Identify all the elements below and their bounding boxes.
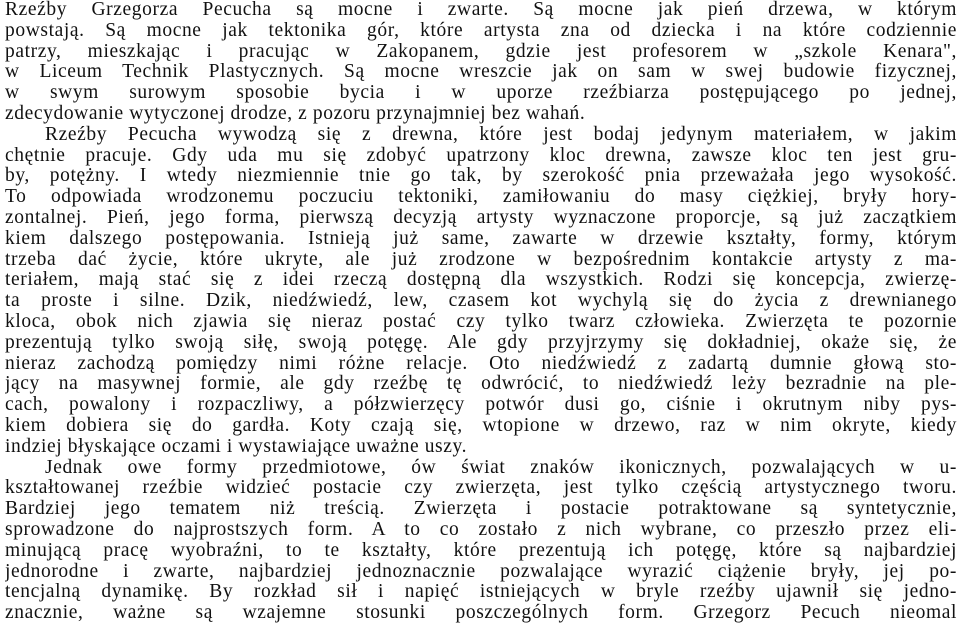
text-line: minującą pracę wyobraźni, to te kształty, które prezentują ich potęgę, które są najbardziej	[5, 540, 957, 561]
text-line: zdecydowanie wytyczonej drodze, z pozoru przynajmniej bez wahań.	[5, 103, 586, 124]
text-line: zontalnej. Pień, jego forma, pierwszą decyzją artysty wyznaczone proporcje, są już zaczątkiem	[5, 207, 957, 228]
text-line: w Liceum Technik Plastycznych. Są mocne wreszcie jak on sam w swej budowie fizycznej,	[5, 62, 957, 83]
text-line: kloca, obok nich zjawia się nieraz postać czy tylko twarz człowieka. Zwierzęta te pozornie	[5, 311, 957, 332]
text-line: To odpowiada wrodzonemu poczuciu tektoniki, zamiłowaniu do masy ciężkiej, bryły hory-	[5, 187, 957, 208]
text-line: trzeba dać życie, które ukryte, ale już zrodzone w bezpośrednim kontakcie artysty z ma-	[5, 249, 957, 270]
text-line: kształtowanej rzeźbie widzieć postacie czy zwierzęta, jest tylko częścią artystycznego tworu.	[5, 478, 957, 499]
text-line: jący na masywnej formie, ale gdy rzeźbę tę odwrócić, to niedźwiedź leży bezradnie na ple-	[5, 374, 957, 395]
text-line: Rzeźby Pecucha wywodzą się z drewna, które jest bodaj jedynym materiałem, w jakim	[45, 124, 957, 145]
text-line: Bardziej jego tematem niż treścią. Zwierzęta i postacie potraktowane są syntetycznie,	[5, 499, 957, 520]
text-line: teriałem, mają stać się z idei rzeczą dostępną dla wszystkich. Rodzi się koncepcja, zwierzę-	[5, 270, 957, 291]
text-line: Rzeźby Grzegorza Pecucha są mocne i zwarte. Są mocne jak pień drzewa, w którym	[5, 0, 957, 20]
text-line: jednorodne i zwarte, najbardziej jednoznacznie pozwalające wyrazić ciążenie bryły, jej po-	[5, 561, 957, 582]
text-line: kiem dalszego postępowania. Istnieją już same, zawarte w drzewie kształty, formy, którym	[5, 228, 957, 249]
text-line: nieraz zachodzą pomiędzy nimi różne relacje. Oto niedźwiedź z zadartą dumnie głową sto-	[5, 353, 957, 374]
text-line: Jednak owe formy przedmiotowe, ów świat znaków ikonicznych, pozwalających w u-	[45, 457, 957, 478]
text-line: by, potężny. I wtedy niezmiennie tnie go tak, by szerokość pnia przeważała jego wysokość.	[5, 166, 957, 187]
text-line: kiem dobiera się do gardła. Koty czają się, wtopione w drzewo, raz w nim okryte, kiedy	[5, 415, 957, 436]
text-line: tencjalną dynamikę. By rozkład sił i napięć istniejących w bryle rzeźby ujawnił się jedno-	[5, 582, 957, 603]
text-line: indziej błyskające oczami i wystawiające uważne uszy.	[5, 436, 468, 457]
text-line: ta proste i silne. Dzik, niedźwiedź, lew, czasem kot wychylą się do życia z drewnianego	[5, 291, 957, 312]
text-line: powstają. Są mocne jak tektonika gór, które artysta zna od dziecka i na które codziennie	[5, 20, 957, 41]
text-line: prezentują tylko swoją siłę, swoją potęgę. Ale gdy przyjrzymy się dokładniej, okaże się, że	[5, 332, 957, 353]
text-line: w swym surowym sposobie bycia i w uporze rzeźbiarza postępującego po jednej,	[5, 83, 957, 104]
text-line: cach, powalony i rozpaczliwy, a półzwierzęcy potwór dusi go, ciśnie i okrutnym niby pys-	[5, 395, 957, 416]
text-line: sprowadzone do najprostszych form. A to co zostało z nich wybrane, co przeszło przez eli-	[5, 519, 957, 540]
text-line: znacznie, ważne są wzajemne stosunki poszczególnych form. Grzegorz Pecuch nieomal	[5, 603, 957, 624]
text-line: patrzy, mieszkając i pracując w Zakopanem, gdzie jest profesorem w „szkole Kenara",	[5, 41, 957, 62]
text-line: chętnie pracuje. Gdy uda mu się zdobyć upatrzony kloc drewna, zawsze kloc ten jest gru-	[5, 145, 957, 166]
